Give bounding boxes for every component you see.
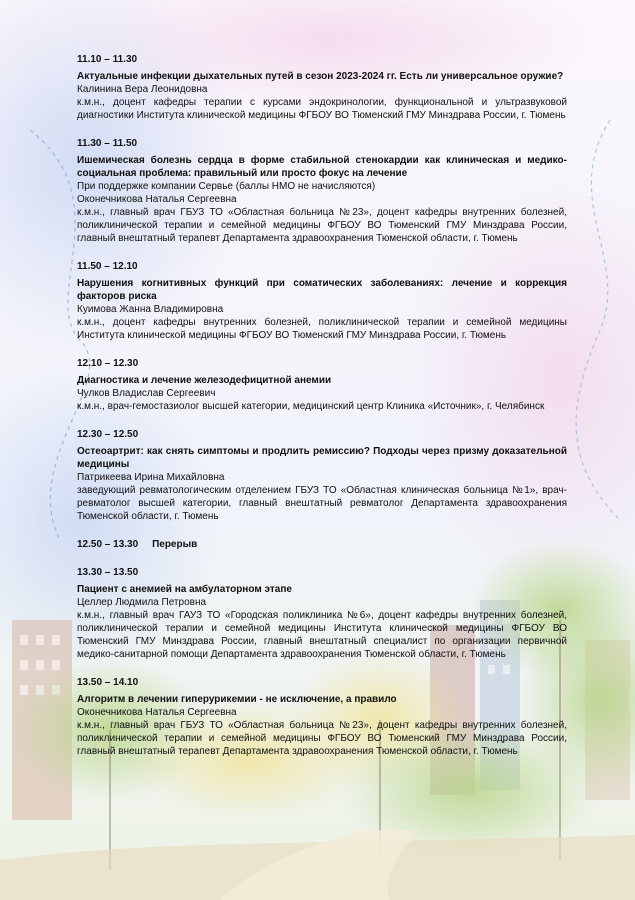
session-title: Диагностика и лечение железодефицитной анемии [77,375,332,386]
session-speaker-position: к.м.н., главный врач ГБУЗ ТО «Областная больница №23», доцент кафедры внутренних болезней, поликлинической терапии и семейной медицины ФГБОУ ВО Тюменский ГМУ Минздрава России, главный внештатный терапевт Департамента здравоохранения Тюменской области, г. Тюмень [77,720,567,757]
session-title: Актуальные инфекции дыхательных путей в сезон 2023-2024 гг. Есть ли универсальное оружие? [77,71,564,82]
session-sponsor-note: При поддержке компании Сервье (баллы НМО не начисляются) [77,181,376,192]
session-item [77,260,567,342]
session-time: 13.50 – 14.10 [77,677,139,688]
session-title: Алгоритм в лечении гиперурикемии - не исключение, а правило [77,694,397,705]
session-speaker: Целлер Людмила Петровна [77,597,207,608]
session-time: 11.10 – 11.30 [77,54,138,65]
break-label: Перерыв [152,539,198,550]
session-title: Нарушения когнитивных функций при соматических заболеваниях: лечение и коррекция факторов риска [77,278,567,302]
session-speaker: Оконечникова Наталья Сергеевна [77,194,237,205]
session-speaker: Оконечникова Наталья Сергеевна [77,707,237,718]
session-item [77,428,567,523]
session-time: 12.10 – 12.30 [77,358,139,369]
session-speaker: Чулков Владислав Сергеевич [77,388,216,399]
session-time: 13.30 – 13.50 [77,567,139,578]
session-speaker: Калинина Вера Леонидовна [77,84,208,95]
break-time: 12.50 – 13.30 [77,539,139,550]
session-item [77,676,567,758]
session-time: 11.50 – 12.10 [77,261,138,272]
session-item [77,357,567,413]
session-speaker: Куимова Жанна Владимировна [77,304,224,315]
session-title: Ишемическая болезнь сердца в форме стабильной стенокардии как клиническая и медико-социальная проблема: правильный или просто фокус на лечение [77,155,567,179]
session-time: 12.30 – 12.50 [77,429,139,440]
session-time: 11.30 – 11.50 [77,138,138,149]
break-item [77,538,567,551]
session-speaker-position: к.м.н., главный врач ГБУЗ ТО «Областная больница №23», доцент кафедры внутренних болезней, поликлинической терапии и семейной медицины ФГБОУ ВО Тюменский ГМУ Минздрава России, главный внештатный терапевт Департамента здравоохранения Тюменской области, г. Тюмень [77,207,567,244]
session-item [77,566,567,661]
session-item [77,53,567,122]
session-title: Остеоартрит: как снять симптомы и продлить ремиссию? Подходы через призму доказательной медицины [77,446,567,470]
session-speaker-position: заведующий ревматологическим отделением ГБУЗ ТО «Областная клиническая больница №1», врач-ревматолог высшей категории, главный внештатный ревматолог Департамента здравоохранения Тюменской области, г. Тюмень [77,485,567,522]
session-speaker-position: к.м.н., главный врач ГАУЗ ТО «Городская поликлиника №6», доцент кафедры внутренних болезней, поликлинической терапии и семейной медицины Института клинической медицины ФГБОУ ВО Тюменский ГМУ Минздрава России, главный внештатный специалист по организации первичной медико-санитарной помощи Департамента здравоохранения Тюменской области, г. Тюмень [77,610,567,660]
session-speaker-position: к.м.н., доцент кафедры внутренних болезней, поликлинической терапии и семейной медицины Института клинической медицины ФГБОУ ВО Тюменский ГМУ Минздрава России, г. Тюмень [77,317,567,341]
program-schedule [77,53,567,773]
session-title: Пациент с анемией на амбулаторном этапе [77,584,292,595]
session-item [77,137,567,245]
session-speaker-position: к.м.н., врач-гемостазиолог высшей категории, медицинский центр Клиника «Источник», г. Челябинск [77,401,545,412]
session-speaker: Патрикеева Ирина Михайловна [77,472,225,483]
session-speaker-position: к.м.н., доцент кафедры терапии с курсами эндокринологии, функциональной и ультразвуковой диагностики Института клинической медицины ФГБОУ ВО Тюменский ГМУ Минздрава России, г. Тюмень [77,97,567,121]
